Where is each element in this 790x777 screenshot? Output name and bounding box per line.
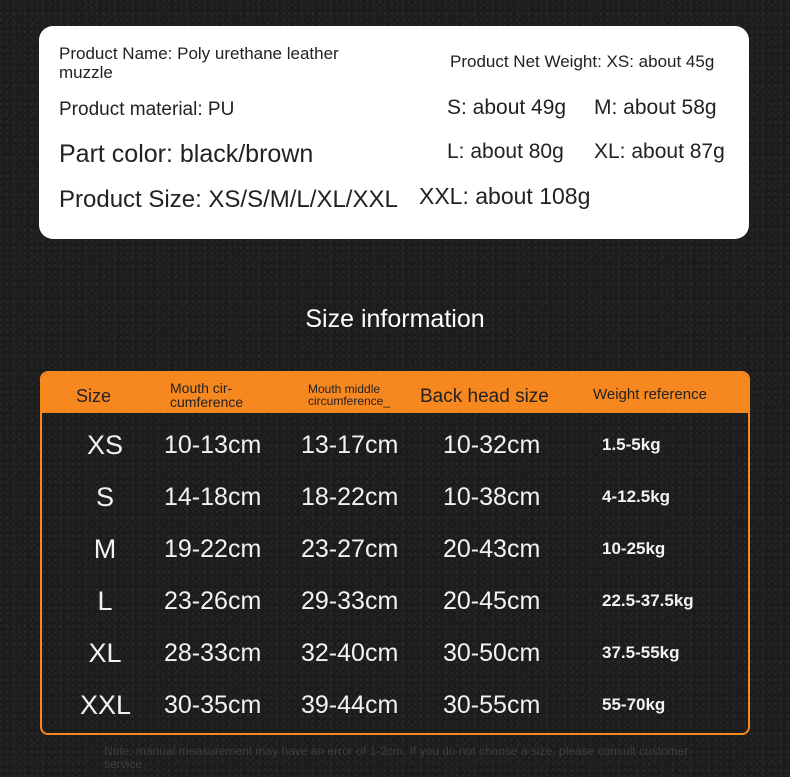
product-color: Part color: black/brown	[59, 140, 314, 168]
cell-size: XS	[86, 430, 124, 460]
cell-weight: 10-25kg	[602, 539, 666, 558]
table-row	[42, 575, 748, 627]
product-material: Product material: PU	[59, 99, 235, 120]
cell-size: L	[97, 586, 113, 616]
cell-mouth-middle: 23-27cm	[301, 535, 399, 563]
table-row	[42, 523, 748, 575]
cell-back-head: 30-55cm	[443, 691, 541, 719]
cell-mouth: 10-13cm	[164, 431, 262, 459]
cell-size: S	[95, 482, 114, 512]
net-weight-s: S: about 49g	[447, 96, 567, 119]
cell-size: XXL	[80, 690, 132, 720]
header-size: Size	[76, 386, 112, 406]
cell-weight: 1.5-5kg	[602, 435, 661, 454]
cell-mouth: 30-35cm	[164, 691, 262, 719]
measurement-note: Note: manual measurement may have an error of 1-2cm. If you do not choose a size, please consult customer service	[104, 744, 689, 771]
net-weight-xs: Product Net Weight: XS: about 45g	[450, 52, 715, 71]
net-weight-xl: XL: about 87g	[594, 140, 725, 163]
cell-mouth: 14-18cm	[164, 483, 262, 511]
cell-mouth-middle: 29-33cm	[301, 587, 399, 615]
cell-weight: 22.5-37.5kg	[602, 591, 694, 610]
product-size: Product Size: XS/S/M/L/XL/XXL	[59, 186, 398, 213]
cell-back-head: 20-43cm	[443, 535, 541, 563]
header-mouth-middle-circumference: Mouth middle circumference_	[308, 382, 391, 408]
cell-weight: 4-12.5kg	[602, 487, 671, 506]
net-weight-xxl: XXL: about 108g	[419, 183, 591, 209]
table-row	[42, 679, 748, 731]
cell-weight: 37.5-55kg	[602, 643, 680, 662]
table-header	[42, 373, 748, 413]
cell-mouth: 28-33cm	[164, 639, 262, 667]
size-table	[40, 371, 750, 735]
cell-mouth-middle: 32-40cm	[301, 639, 399, 667]
table-row	[42, 471, 748, 523]
cell-mouth-middle: 13-17cm	[301, 431, 399, 459]
cell-back-head: 30-50cm	[443, 639, 541, 667]
net-weight-l: L: about 80g	[447, 140, 564, 163]
header-weight-reference: Weight reference	[593, 386, 707, 403]
table-row	[42, 627, 748, 679]
cell-mouth-middle: 18-22cm	[301, 483, 399, 511]
cell-back-head: 10-32cm	[443, 431, 541, 459]
section-title: Size information	[305, 305, 485, 333]
cell-mouth-middle: 39-44cm	[301, 691, 399, 719]
cell-mouth: 23-26cm	[164, 587, 262, 615]
cell-back-head: 20-45cm	[443, 587, 541, 615]
cell-mouth: 19-22cm	[164, 535, 262, 563]
header-mouth-circumference: Mouth cir- cumference	[170, 380, 244, 410]
cell-weight: 55-70kg	[602, 695, 666, 714]
product-info-card	[39, 26, 749, 239]
cell-back-head: 10-38cm	[443, 483, 541, 511]
header-back-head-size: Back head size	[420, 386, 549, 407]
cell-size: XL	[88, 638, 122, 668]
net-weight-m: M: about 58g	[594, 96, 717, 119]
table-row	[42, 419, 748, 471]
cell-size: M	[93, 534, 117, 564]
product-name: Product Name: Poly urethane leather muzzle	[59, 44, 339, 82]
